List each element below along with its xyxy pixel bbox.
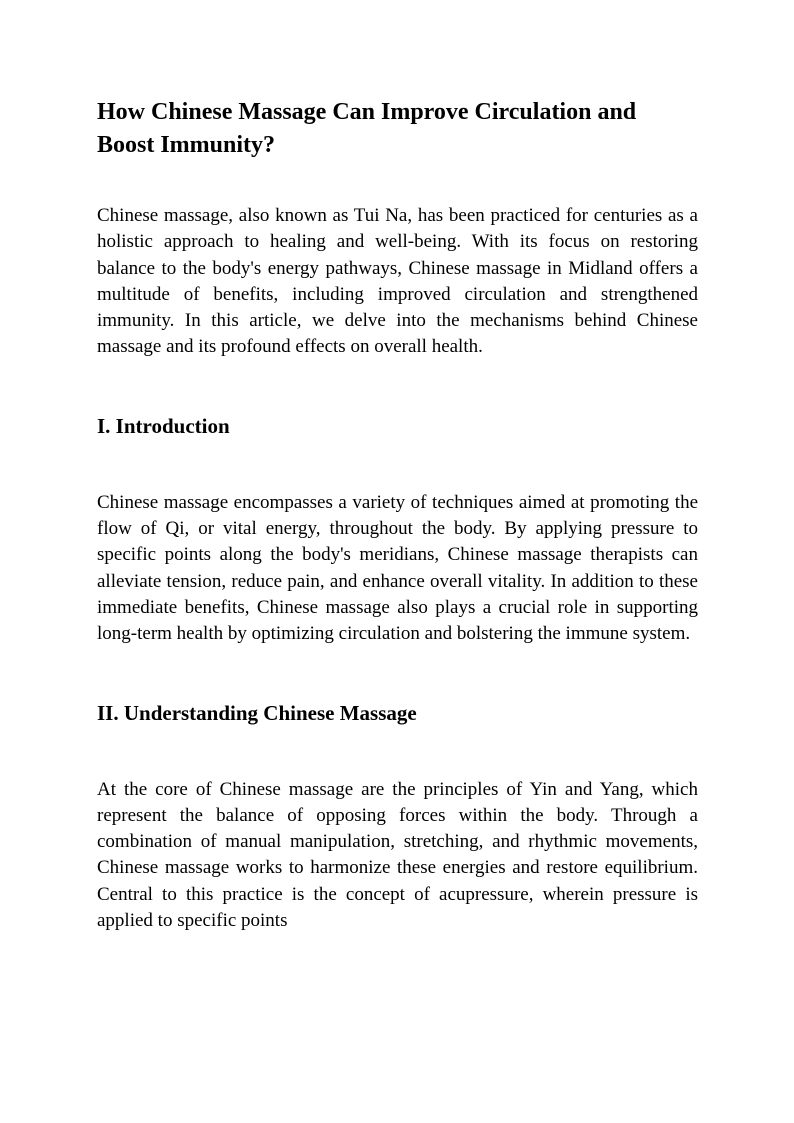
document-title: How Chinese Massage Can Improve Circulation and Boost Immunity? bbox=[97, 99, 637, 158]
section-paragraph-introduction: Chinese massage encompasses a variety of techniques aimed at promoting the flow of Qi, or vital energy, throughout the body. By applying pressure to specific points along the body's meridians, Chinese massage therapists can alleviate tension, reduce pain, and enhance overall vitality. In addition to these immediate benefits, Chinese massage also plays a crucial role in supporting long-term health by optimizing circulation and bolstering the immune system. bbox=[97, 491, 698, 645]
section-paragraph-understanding: At the core of Chinese massage are the principles of Yin and Yang, which represent the balance of opposing forces within the body. Through a combination of manual manipulation, stretching, and rhythmic movements, Chinese massage works to harmonize these energies and restore equilibrium. Central to this practice is the concept of acupressure, wherein pressure is applied to specific points bbox=[97, 778, 698, 932]
intro-paragraph: Chinese massage, also known as Tui Na, has been practiced for centuries as a holistic approach to healing and well-being. With its focus on restoring balance to the body's energy pathways, Chinese massage in Midland offers a multitude of benefits, including improved circulation and strengthened immunity. In this article, we delve into the mechanisms behind Chinese massage and its profound effects on overall health. bbox=[97, 205, 698, 358]
document-page bbox=[97, 96, 698, 934]
section-heading-understanding: II. Understanding Chinese Massage bbox=[97, 700, 417, 725]
section-heading-introduction: I. Introduction bbox=[97, 413, 230, 438]
